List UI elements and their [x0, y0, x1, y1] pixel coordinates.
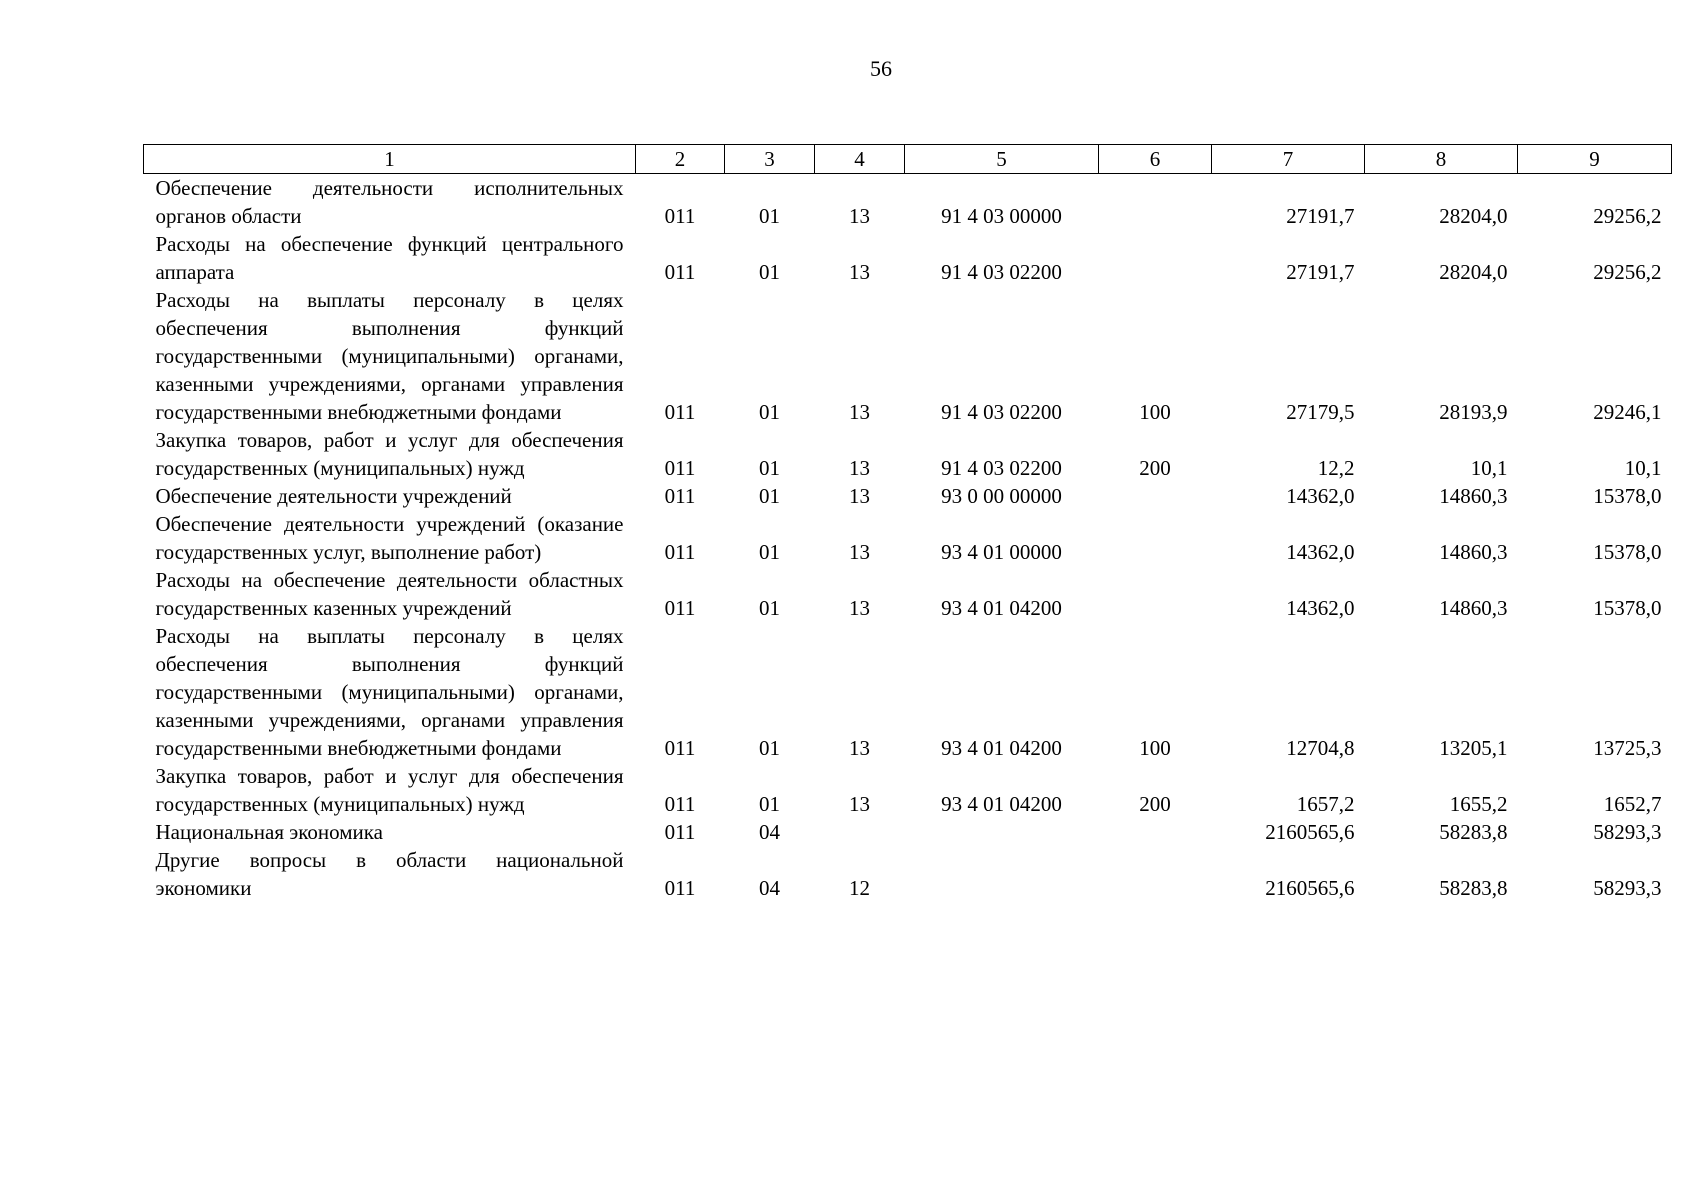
target-article-code: [905, 846, 1099, 902]
ministry-code: 011: [664, 484, 696, 508]
item-name: Закупка товаров, работ и услуг для обеспечения государственных (муниципальных) нужд: [155, 428, 624, 480]
target-article-code: 91 4 03 02200: [941, 260, 1062, 284]
amount-col-9: 15378,0: [1593, 484, 1662, 508]
ministry-code: 011: [664, 596, 696, 620]
table-row: [144, 846, 1672, 902]
item-name: Обеспечение деятельности учреждений: [155, 484, 512, 508]
target-article-code: [905, 818, 1099, 846]
ministry-code: 011: [664, 736, 696, 760]
section-code: 04: [759, 820, 780, 844]
section-code: 01: [759, 204, 780, 228]
ministry-code: 011: [664, 204, 696, 228]
amount-col-9: 13725,3: [1593, 736, 1662, 760]
subsection-code: 12: [849, 876, 870, 900]
target-article-code: 93 4 01 04200: [941, 736, 1062, 760]
target-article-code: 91 4 03 00000: [941, 204, 1062, 228]
section-code: 01: [759, 456, 780, 480]
ministry-code: 011: [664, 540, 696, 564]
table-body: [144, 174, 1672, 903]
expense-type-code: 100: [1139, 736, 1171, 760]
amount-col-7: 1657,2: [1296, 792, 1355, 816]
ministry-code: 011: [664, 820, 696, 844]
amount-col-9: 58293,3: [1593, 876, 1662, 900]
item-name: Расходы на обеспечение функций центрального аппарата: [155, 232, 624, 284]
section-code: 01: [759, 400, 780, 424]
subsection-code: 13: [849, 204, 870, 228]
amount-col-8: 28204,0: [1439, 204, 1508, 228]
section-code: 01: [759, 484, 780, 508]
amount-col-8: 1655,2: [1449, 792, 1508, 816]
subsection-code: 13: [849, 540, 870, 564]
column-header-4: 4: [815, 145, 905, 174]
column-header-7: 7: [1212, 145, 1365, 174]
ministry-code: 011: [664, 876, 696, 900]
column-header-3: 3: [725, 145, 815, 174]
table-row: [144, 622, 1672, 762]
amount-col-8: 28204,0: [1439, 260, 1508, 284]
target-article-code: 93 0 00 00000: [941, 484, 1062, 508]
section-code: 04: [759, 876, 780, 900]
expense-type-code: 100: [1139, 400, 1171, 424]
subsection-code: 13: [849, 736, 870, 760]
subsection-code: 13: [849, 596, 870, 620]
expense-type-code: 200: [1139, 792, 1171, 816]
column-header-5: 5: [905, 145, 1099, 174]
amount-col-8: 58283,8: [1439, 820, 1508, 844]
expense-type-code: [1099, 510, 1212, 566]
expense-type-code: 200: [1139, 456, 1171, 480]
table-row: [144, 510, 1672, 566]
amount-col-8: 14860,3: [1439, 596, 1508, 620]
column-header-9: 9: [1518, 145, 1672, 174]
amount-col-8: 13205,1: [1439, 736, 1508, 760]
target-article-code: 93 4 01 04200: [941, 792, 1062, 816]
table-row: [144, 762, 1672, 818]
column-header-8: 8: [1365, 145, 1518, 174]
subsection-code: 13: [849, 400, 870, 424]
subsection-code: 13: [849, 260, 870, 284]
expense-type-code: [1099, 566, 1212, 622]
column-header-2: 2: [636, 145, 725, 174]
amount-col-9: 58293,3: [1593, 820, 1662, 844]
ministry-code: 011: [664, 456, 696, 480]
table-row: [144, 174, 1672, 231]
section-code: 01: [759, 736, 780, 760]
amount-col-7: 27191,7: [1286, 260, 1355, 284]
budget-table: [143, 144, 1672, 902]
column-header-6: 6: [1099, 145, 1212, 174]
item-name: Расходы на обеспечение деятельности областных государственных казенных учреждений: [155, 568, 624, 620]
amount-col-8: 10,1: [1470, 456, 1508, 480]
amount-col-9: 29246,1: [1593, 400, 1662, 424]
amount-col-7: 14362,0: [1286, 540, 1355, 564]
amount-col-7: 2160565,6: [1265, 876, 1355, 900]
table-row: [144, 286, 1672, 426]
section-code: 01: [759, 792, 780, 816]
amount-col-7: 14362,0: [1286, 596, 1355, 620]
section-code: 01: [759, 540, 780, 564]
amount-col-7: 27191,7: [1286, 204, 1355, 228]
expense-type-code: [1099, 818, 1212, 846]
amount-col-9: 29256,2: [1593, 260, 1662, 284]
amount-col-9: 29256,2: [1593, 204, 1662, 228]
amount-col-7: 14362,0: [1286, 484, 1355, 508]
target-article-code: 91 4 03 02200: [941, 400, 1062, 424]
target-article-code: 93 4 01 00000: [941, 540, 1062, 564]
amount-col-8: 14860,3: [1439, 540, 1508, 564]
amount-col-8: 14860,3: [1439, 484, 1508, 508]
page-number: 56: [870, 56, 892, 81]
expense-type-code: [1099, 482, 1212, 510]
item-name: Закупка товаров, работ и услуг для обеспечения государственных (муниципальных) нужд: [155, 764, 624, 816]
expense-type-code: [1099, 230, 1212, 286]
table-row: [144, 566, 1672, 622]
target-article-code: 91 4 03 02200: [941, 456, 1062, 480]
amount-col-7: 2160565,6: [1265, 820, 1355, 844]
table-row: [144, 230, 1672, 286]
expense-type-code: [1099, 174, 1212, 231]
amount-col-7: 12,2: [1317, 456, 1355, 480]
item-name: Обеспечение деятельности учреждений (оказание государственных услуг, выполнение работ): [155, 512, 624, 564]
ministry-code: 011: [664, 400, 696, 424]
table-row: [144, 426, 1672, 482]
subsection-code: 13: [849, 792, 870, 816]
ministry-code: 011: [664, 792, 696, 816]
amount-col-8: 58283,8: [1439, 876, 1508, 900]
amount-col-9: 10,1: [1624, 456, 1662, 480]
item-name: Другие вопросы в области национальной экономики: [155, 848, 624, 900]
amount-col-9: 15378,0: [1593, 540, 1662, 564]
subsection-code: 13: [849, 456, 870, 480]
table-row: [144, 818, 1672, 846]
amount-col-7: 27179,5: [1286, 400, 1355, 424]
amount-col-9: 1652,7: [1603, 792, 1662, 816]
amount-col-9: 15378,0: [1593, 596, 1662, 620]
amount-col-7: 12704,8: [1286, 736, 1355, 760]
item-name: Обеспечение деятельности исполнительных органов области: [155, 176, 624, 228]
item-name: Расходы на выплаты персоналу в целях обеспечения выполнения функций государственными (муниципальными) органами, казенными учреждениями, органами управления государственными внебюджетными фондами: [155, 288, 624, 424]
header-row: [144, 145, 1672, 174]
table-row: [144, 482, 1672, 510]
ministry-code: 011: [664, 260, 696, 284]
section-code: 01: [759, 596, 780, 620]
column-header-1: 1: [144, 145, 636, 174]
target-article-code: 93 4 01 04200: [941, 596, 1062, 620]
subsection-code: 13: [849, 484, 870, 508]
item-name: Национальная экономика: [155, 820, 383, 844]
subsection-code: [815, 818, 905, 846]
section-code: 01: [759, 260, 780, 284]
item-name: Расходы на выплаты персоналу в целях обеспечения выполнения функций государственными (муниципальными) органами, казенными учреждениями, органами управления государственными внебюджетными фондами: [155, 624, 624, 760]
expense-type-code: [1099, 846, 1212, 902]
amount-col-8: 28193,9: [1439, 400, 1508, 424]
